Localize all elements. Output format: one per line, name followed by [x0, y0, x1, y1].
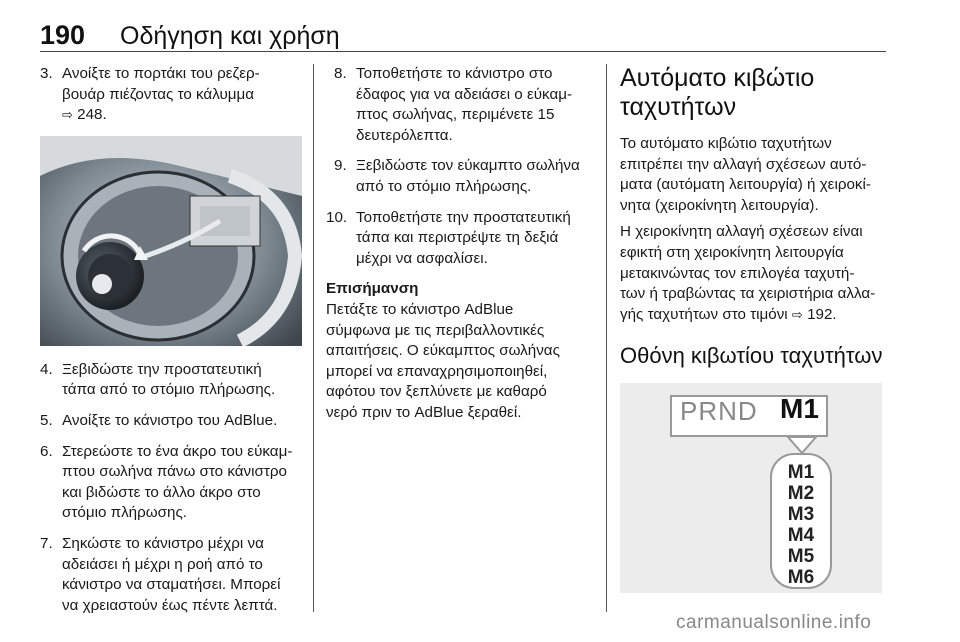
- chapter-title: Οδήγηση και χρήση: [120, 22, 340, 50]
- prnd-label: PRND: [680, 396, 758, 427]
- page-ref-link[interactable]: 248.: [77, 106, 107, 124]
- gear-item: M2: [787, 483, 815, 505]
- step-line: βουάρ πιέζοντας το κάλυμμα: [62, 85, 255, 103]
- step-6: [40, 442, 302, 524]
- step-number: 4.: [40, 360, 53, 378]
- step-text: [356, 208, 592, 270]
- para-line: εφικτή στη χειροκίνητη λειτουργία: [620, 243, 844, 261]
- note-title: Επισήμανση: [326, 280, 419, 298]
- gear-item: M3: [787, 504, 815, 526]
- note-line: αφότου τον ξεπλύνετε με καθαρό: [326, 383, 547, 401]
- step-9: [326, 156, 592, 197]
- note-block: [326, 279, 592, 423]
- note-line: μπορεί να επαναχρησιμοποιηθεί,: [326, 362, 548, 380]
- column-left: [40, 64, 302, 626]
- page-ref-arrow-icon: ⇨: [62, 107, 73, 123]
- page-header: [40, 14, 886, 54]
- page-ref-link[interactable]: 192.: [807, 305, 837, 323]
- gear-item: M4: [787, 525, 815, 547]
- gear-list-pill: [770, 453, 832, 589]
- step-number: 5.: [40, 411, 53, 429]
- step-number: 8.: [334, 65, 347, 82]
- step-line: Ανοίξτε το πορτάκι του ρεζερ-: [62, 65, 260, 82]
- callout-connector: [620, 383, 882, 593]
- column-divider: [606, 64, 607, 612]
- step-number: 6.: [40, 442, 53, 460]
- step-line: στόμιο πλήρωσης.: [62, 504, 187, 522]
- header-rule: [40, 51, 886, 52]
- column-middle: [326, 64, 592, 424]
- page-ref-arrow-icon: ⇨: [791, 306, 803, 322]
- step-text: [62, 442, 302, 524]
- step-line: τάπα από το στόμιο πλήρωσης.: [62, 381, 276, 399]
- step-line: πτος σωλήνας, περιμένετε 15: [356, 106, 555, 124]
- para-line: επιτρέπει την αλλαγή σχέσεων αυτό-: [620, 155, 867, 173]
- step-line: Ανοίξτε το κάνιστρο του AdBlue.: [62, 411, 278, 429]
- note-line: απαιτήσεις. Ο εύκαμπτος σωλήνας: [326, 342, 560, 360]
- note-line: σύμφωνα με τις περιβαλλοντικές: [326, 321, 545, 339]
- gear-display-diagram: [620, 383, 882, 593]
- page-number: 190: [40, 20, 86, 50]
- fuel-door-illustration: [40, 136, 302, 346]
- para-line: Η χειροκίνητη αλλαγή σχέσεων είναι: [620, 223, 863, 241]
- subsection-heading: Οθόνη κιβωτίου ταχυτήτων: [620, 343, 883, 369]
- step-4: [40, 360, 302, 401]
- step-line: έδαφος για να αδειάσει ο εύκαμ-: [356, 85, 573, 103]
- step-text: [62, 411, 302, 432]
- note-line: Πετάξτε το κάνιστρο AdBlue: [326, 300, 514, 318]
- step-text: [62, 534, 302, 616]
- step-text: [356, 156, 592, 197]
- step-text: [356, 64, 592, 146]
- note-line: νερό πριν το AdBlue ξεραθεί.: [326, 403, 522, 421]
- adblue-filler-photo: [40, 136, 302, 346]
- step-number: 10.: [326, 208, 348, 226]
- heading-line: ταχυτήτων: [620, 93, 737, 121]
- note-text: [326, 300, 592, 424]
- step-line: από το στόμιο πλήρωσης.: [356, 177, 532, 195]
- para-line: μετακινώντας τον επιλογέα ταχυτή-: [620, 264, 855, 282]
- heading-line: Αυτόματο κιβώτιο: [620, 64, 815, 92]
- para-line: Το αυτόματο κιβώτιο ταχυτήτων: [620, 135, 832, 152]
- step-7: [40, 534, 302, 616]
- column-divider: [313, 64, 314, 612]
- watermark-text: carmanualsonline.info: [676, 612, 872, 633]
- step-line: μέχρι να ασφαλίσει.: [356, 249, 488, 267]
- step-text: [62, 360, 302, 401]
- step-10: [326, 208, 592, 270]
- step-line: Τοποθετήστε το κάνιστρο στο: [356, 65, 553, 82]
- step-5: [40, 411, 302, 432]
- step-line: δευτερόλεπτα.: [356, 126, 453, 144]
- step-line: και βιδώστε το άλλο άκρο στο: [62, 483, 261, 501]
- para-line: γής ταχυτήτων στο τιμόνι: [620, 305, 788, 323]
- para-line: νητα (χειροκίνητη λειτουργία).: [620, 196, 819, 214]
- step-line: αδειάσει ή μέχρι η ροή από το: [62, 555, 263, 573]
- step-number: 9.: [334, 157, 347, 175]
- step-line: πτου σωλήνα πάνω στο κάνιστρο: [62, 463, 287, 481]
- gear-item: M6: [787, 567, 815, 589]
- step-line: Ξεβιδώστε τον εύκαμπτο σωλήνα: [356, 157, 580, 175]
- paragraph-2: [620, 222, 888, 325]
- current-gear-label: M1: [780, 393, 819, 425]
- para-line: ματα (αυτόματη λειτουργία) ή χειροκί-: [620, 176, 871, 194]
- step-line: Ξεβιδώστε την προστατευτική: [62, 360, 262, 378]
- step-text: [62, 64, 302, 126]
- step-line: Στερεώστε το ένα άκρο του εύκαμ-: [62, 442, 293, 460]
- gear-item: M5: [787, 546, 815, 568]
- gear-item: M1: [787, 462, 815, 484]
- step-line: Σηκώστε το κάνιστρο μέχρι να: [62, 534, 264, 552]
- section-heading: [620, 64, 888, 122]
- paragraph-1: [620, 134, 888, 216]
- step-line: να χρειαστούν έως πέντε λεπτά.: [62, 596, 278, 614]
- column-right: [620, 64, 888, 593]
- step-3: [40, 64, 302, 126]
- step-line: Τοποθετήστε την προστατευτική: [356, 208, 571, 226]
- step-8: [326, 64, 592, 146]
- step-number: 7.: [40, 534, 53, 552]
- step-line: κάνιστρο να σταματήσει. Μπορεί: [62, 576, 281, 594]
- step-number: 3.: [40, 65, 53, 82]
- step-line: τάπα και περιστρέψτε τη δεξιά: [356, 229, 559, 247]
- para-line: των ή τραβώντας τα χειριστήρια αλλα-: [620, 285, 876, 303]
